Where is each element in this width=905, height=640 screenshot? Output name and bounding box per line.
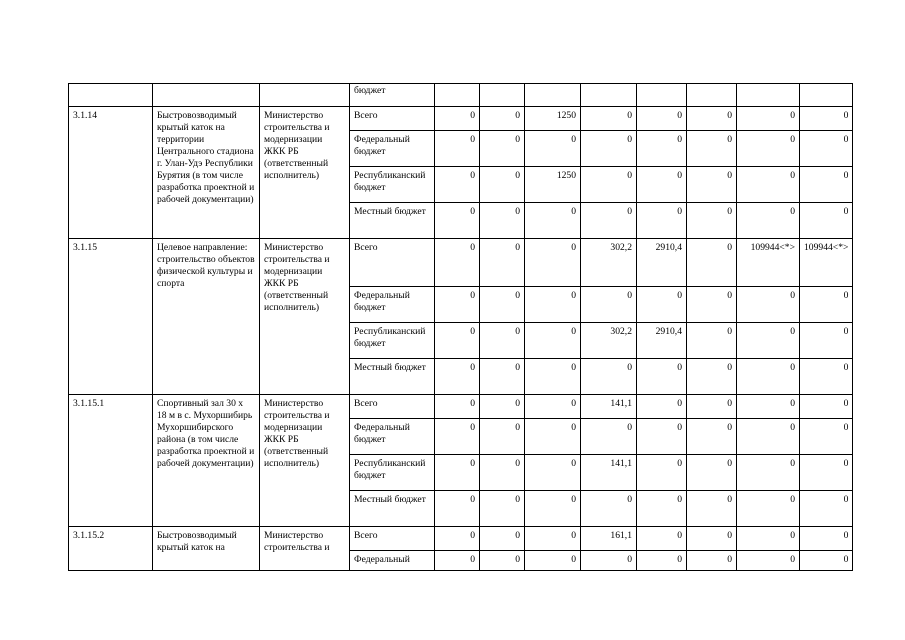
value-cell: 109944<*> (800, 239, 853, 287)
value-cell: 0 (525, 551, 581, 571)
value-cell: 0 (480, 203, 525, 239)
value-cell: 0 (581, 491, 637, 527)
value-cell: 0 (525, 323, 581, 359)
value-cell: 0 (435, 551, 480, 571)
value-cell: 1250 (525, 167, 581, 203)
value-cell: 0 (737, 527, 800, 551)
value-cell: 0 (435, 527, 480, 551)
value-cell: 0 (637, 167, 687, 203)
value-cell: 0 (525, 527, 581, 551)
value-cell: 0 (687, 131, 737, 167)
source-cell: Всего (350, 395, 435, 419)
value-cell: 0 (800, 287, 853, 323)
value-cell: 0 (480, 107, 525, 131)
value-cell: 0 (687, 455, 737, 491)
value-cell: 0 (800, 419, 853, 455)
executor-cell: Министерство строительства и модернизации ЖКК РБ (ответственный исполнитель) (260, 395, 350, 527)
name-cell: Быстровозводимый крытый каток на (153, 527, 260, 571)
value-cell: 0 (435, 419, 480, 455)
value-cell: 0 (737, 491, 800, 527)
value-cell: 0 (480, 395, 525, 419)
value-cell: 0 (687, 395, 737, 419)
value-cell: 0 (637, 491, 687, 527)
value-cell: 161,1 (581, 527, 637, 551)
value-cell: 0 (435, 239, 480, 287)
executor-cell (260, 84, 350, 107)
value-cell: 302,2 (581, 323, 637, 359)
value-cell: 0 (480, 167, 525, 203)
value-cell: 0 (480, 359, 525, 395)
value-cell: 0 (525, 131, 581, 167)
value-cell: 0 (737, 203, 800, 239)
value-cell: 0 (480, 323, 525, 359)
value-cell: 1250 (525, 107, 581, 131)
value-cell: 0 (737, 167, 800, 203)
value-cell: 0 (480, 551, 525, 571)
value-cell: 0 (687, 167, 737, 203)
value-cell: 0 (435, 167, 480, 203)
value-cell: 0 (637, 419, 687, 455)
name-cell: Быстровозводимый крытый каток на территории Центрального стадиона г. Улан-Удэ Республики Бурятия (в том числе разработка проектной и рабочей документации) (153, 107, 260, 239)
source-cell: Федеральный (350, 551, 435, 571)
value-cell: 0 (525, 455, 581, 491)
table-row (69, 239, 853, 287)
value-cell: 0 (581, 359, 637, 395)
source-cell: Федеральный бюджет (350, 419, 435, 455)
value-cell: 0 (480, 131, 525, 167)
value-cell: 0 (637, 203, 687, 239)
value-cell: 0 (525, 239, 581, 287)
value-cell: 0 (435, 107, 480, 131)
value-cell: 0 (737, 131, 800, 167)
source-cell: Республиканский бюджет (350, 167, 435, 203)
value-cell: 0 (435, 323, 480, 359)
value-cell: 0 (800, 359, 853, 395)
value-cell: 2910,4 (637, 239, 687, 287)
value-cell: 0 (581, 551, 637, 571)
code-cell: 3.1.15 (69, 239, 153, 395)
code-cell: 3.1.15.2 (69, 527, 153, 571)
value-cell: 0 (800, 167, 853, 203)
value-cell: 0 (480, 527, 525, 551)
table-row (69, 395, 853, 419)
value-cell: 0 (435, 491, 480, 527)
value-cell: 0 (687, 359, 737, 395)
value-cell: 0 (525, 359, 581, 395)
executor-cell: Министерство строительства и (260, 527, 350, 571)
value-cell: 0 (525, 287, 581, 323)
value-cell (737, 84, 800, 107)
value-cell: 0 (480, 419, 525, 455)
value-cell: 0 (800, 395, 853, 419)
source-cell: Всего (350, 527, 435, 551)
value-cell: 0 (435, 203, 480, 239)
value-cell: 0 (525, 203, 581, 239)
value-cell: 0 (687, 323, 737, 359)
value-cell: 0 (581, 203, 637, 239)
value-cell: 0 (581, 107, 637, 131)
value-cell: 0 (737, 323, 800, 359)
value-cell: 0 (637, 131, 687, 167)
value-cell: 0 (525, 419, 581, 455)
budget-table (68, 83, 853, 571)
value-cell: 0 (581, 287, 637, 323)
value-cell: 0 (687, 287, 737, 323)
name-cell: Спортивный зал 30 x 18 м в с. Мухоршибирь Мухоршибирского района (в том числе разработка проектной и рабочей документации) (153, 395, 260, 527)
value-cell (480, 84, 525, 107)
value-cell: 0 (737, 107, 800, 131)
source-cell: Местный бюджет (350, 491, 435, 527)
value-cell: 0 (480, 455, 525, 491)
value-cell: 0 (435, 455, 480, 491)
source-cell: Местный бюджет (350, 359, 435, 395)
value-cell: 0 (525, 395, 581, 419)
value-cell: 0 (637, 107, 687, 131)
value-cell (687, 84, 737, 107)
source-cell: Всего (350, 107, 435, 131)
value-cell: 0 (435, 359, 480, 395)
value-cell: 0 (435, 395, 480, 419)
value-cell: 0 (687, 551, 737, 571)
name-cell (153, 84, 260, 107)
value-cell: 0 (480, 491, 525, 527)
source-cell: бюджет (350, 84, 435, 107)
value-cell: 0 (637, 527, 687, 551)
source-cell: Местный бюджет (350, 203, 435, 239)
value-cell: 0 (800, 551, 853, 571)
value-cell: 141,1 (581, 395, 637, 419)
value-cell: 0 (800, 203, 853, 239)
value-cell: 0 (687, 203, 737, 239)
value-cell (637, 84, 687, 107)
code-cell: 3.1.15.1 (69, 395, 153, 527)
executor-cell: Министерство строительства и модернизации ЖКК РБ (ответственный исполнитель) (260, 107, 350, 239)
value-cell: 0 (800, 107, 853, 131)
value-cell: 0 (800, 131, 853, 167)
value-cell: 0 (800, 455, 853, 491)
value-cell: 0 (525, 491, 581, 527)
value-cell: 0 (637, 395, 687, 419)
value-cell: 0 (480, 287, 525, 323)
value-cell: 0 (637, 455, 687, 491)
value-cell: 109944<*> (737, 239, 800, 287)
value-cell: 0 (687, 419, 737, 455)
value-cell: 0 (687, 491, 737, 527)
value-cell: 0 (687, 239, 737, 287)
value-cell: 0 (687, 527, 737, 551)
source-cell: Федеральный бюджет (350, 287, 435, 323)
value-cell: 0 (800, 323, 853, 359)
source-cell: Республиканский бюджет (350, 455, 435, 491)
value-cell (581, 84, 637, 107)
table-row (69, 107, 853, 131)
value-cell (525, 84, 581, 107)
value-cell (800, 84, 853, 107)
value-cell: 0 (435, 287, 480, 323)
value-cell: 0 (581, 167, 637, 203)
value-cell: 2910,4 (637, 323, 687, 359)
table-row (69, 84, 853, 107)
value-cell: 0 (737, 455, 800, 491)
executor-cell: Министерство строительства и модернизации ЖКК РБ (ответственный исполнитель) (260, 239, 350, 395)
source-cell: Всего (350, 239, 435, 287)
value-cell: 0 (737, 419, 800, 455)
value-cell: 0 (737, 395, 800, 419)
value-cell: 0 (737, 287, 800, 323)
value-cell: 0 (480, 239, 525, 287)
value-cell: 0 (800, 491, 853, 527)
value-cell: 141,1 (581, 455, 637, 491)
value-cell: 0 (581, 131, 637, 167)
value-cell: 0 (737, 551, 800, 571)
value-cell: 0 (637, 551, 687, 571)
value-cell: 0 (737, 359, 800, 395)
table-row (69, 527, 853, 551)
name-cell: Целевое направление: строительство объектов физической культуры и спорта (153, 239, 260, 395)
value-cell: 0 (581, 419, 637, 455)
value-cell: 0 (435, 131, 480, 167)
code-cell: 3.1.14 (69, 107, 153, 239)
value-cell: 0 (687, 107, 737, 131)
value-cell: 0 (637, 359, 687, 395)
source-cell: Республиканский бюджет (350, 323, 435, 359)
value-cell: 302,2 (581, 239, 637, 287)
value-cell (435, 84, 480, 107)
value-cell: 0 (637, 287, 687, 323)
code-cell (69, 84, 153, 107)
source-cell: Федеральный бюджет (350, 131, 435, 167)
value-cell: 0 (800, 527, 853, 551)
